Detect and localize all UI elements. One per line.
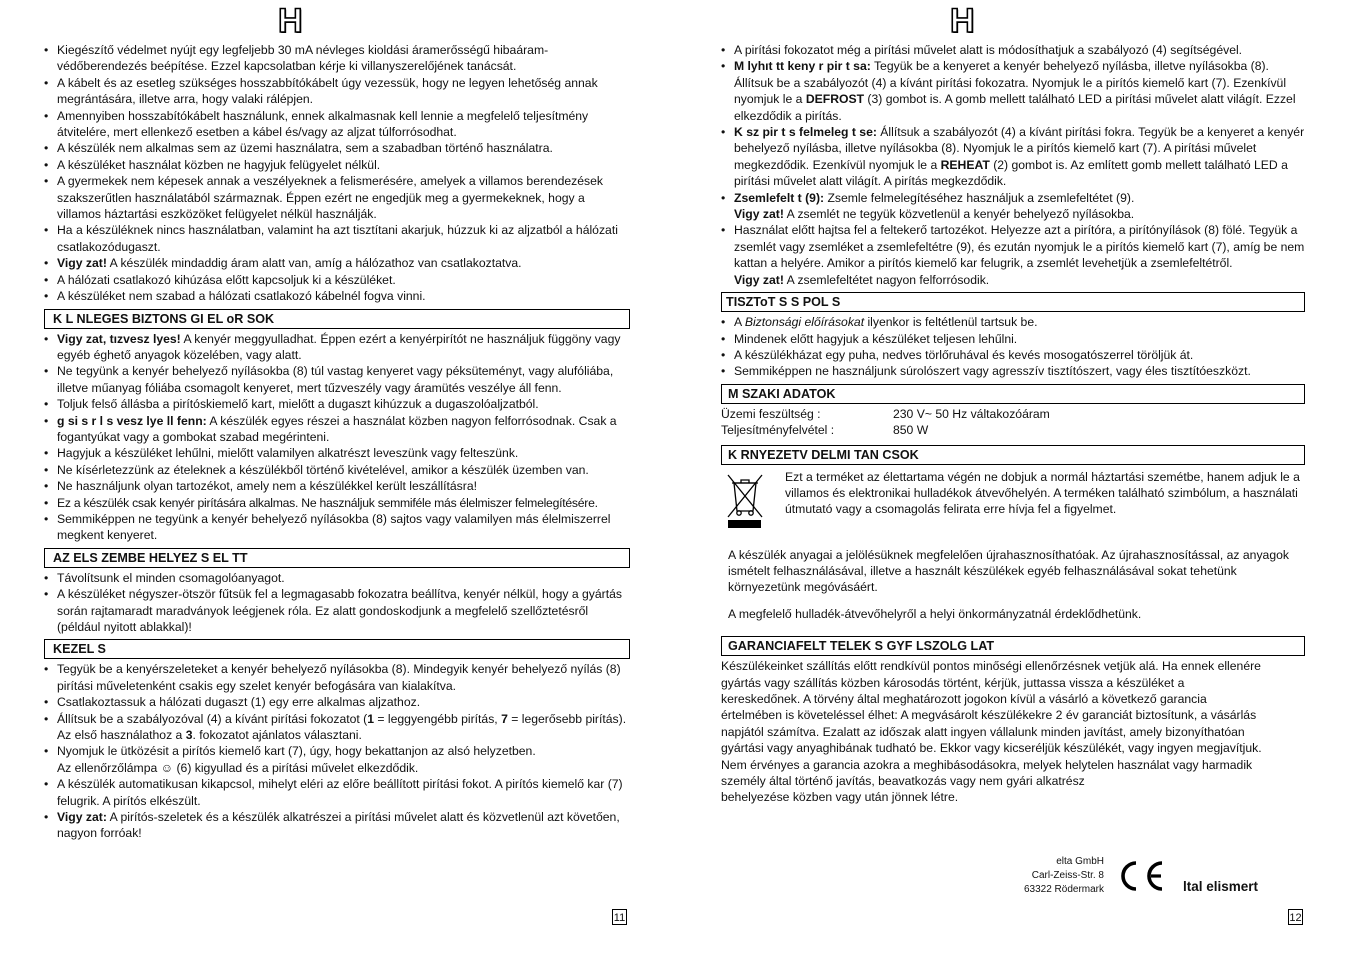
warning-text: A pirítós-szeletek és a készülék alkatrészei a pirítási művelet alatt és közvetlenül azt követően, nagyon forróak! xyxy=(57,810,620,841)
safety-rules-ref: Biztonsági előírásokat xyxy=(744,315,865,330)
list-item: • Ne használjunk olyan tartozékot, amely nem a készülékkel került leszállításra! xyxy=(44,478,630,494)
list-item: • Ha a készüléknek nincs használatban, valamint ha azt tisztítani akarjuk, húzzuk ki az aljzatból a hálózati csatlakozódugaszt. xyxy=(44,222,630,255)
warning-line xyxy=(721,272,1305,288)
warning-label: Vigy zat: xyxy=(57,810,107,825)
environment-text: Ezt a terméket az élettartama végén ne dobjuk a normál háztartási szemétbe, hanem adjuk le a villamos és elektronikai hulladékok átvevőhelyén. A terméken található szimbólum, a használati útmutató vagy a csomagolás felirata erre hívja fel a figyelmet. xyxy=(785,469,1300,517)
recycling-text: A készülék anyagai a jelölésüknek megfelelően újrahasznosíthatóak. Az újrahasznosítással, az anyagok ismételt felhasználásával, illetve a használt készülékek egyéb felhasználásával sokat tehetünk környezetünk megóvásáért. xyxy=(728,547,1289,595)
warranty-line: napjától számítva. Ezalatt az időszak alatt ingyen vállalunk minden javítást, amely bizonyíthatóan xyxy=(721,724,1245,739)
level-max: 7 xyxy=(501,711,508,726)
burn-warning-label: g si s r l s vesz lye ll fenn: xyxy=(57,413,207,428)
company-city: 63322 Rödermark xyxy=(1023,884,1104,895)
warranty-line: gyártás vagy szállítás közben károsodás történt, kérjük, juttassa vissza a készüléket a xyxy=(721,675,1185,690)
text: (3) gombot is. A gomb mellett található LED a pirítási művelet alatt világít. Ezzel elkezdődik a pirítás. xyxy=(734,92,1296,123)
approval-text: ltal elismert xyxy=(1183,879,1259,894)
list-item: • Hagyjuk a készüléket lehűlni, mielőtt valamilyen alkatrészt leveszünk vagy felteszünk. xyxy=(44,445,630,461)
list-item: • Ez a készülék csak kenyér pirítására alkalmas. Ne használjuk semmiféle más élelmiszer felmelegítésére. xyxy=(44,495,630,511)
list-item xyxy=(44,743,630,776)
text: (2) gombot is. Az említett gomb mellett található LED a pirítási művelet alatt világít. A pirítás megkezdődik. xyxy=(734,157,1288,189)
text: = legerősebb pirítás). Az első használathoz a xyxy=(57,711,627,743)
page-letter-right: H xyxy=(950,2,975,40)
list-item-defrost xyxy=(721,58,1305,124)
list-item xyxy=(44,331,630,364)
list-item: • A készüléket használat közben ne hagyjuk felügyelet nélkül. xyxy=(44,157,630,173)
warranty-line: behelyezése közben vagy után jönnek létre. xyxy=(721,790,959,805)
first-use-list xyxy=(44,570,630,636)
defrost-label: M lyhıt tt keny r pir t sa: xyxy=(734,59,871,74)
list-item: • Csatlakoztassuk a hálózati dugaszt (1) egy erre alkalmas aljzathoz. xyxy=(44,694,630,710)
list-item: • Tegyük be a kenyérszeleteket a kenyér behelyező nyílásokba (8). Mindegyik kenyér behelyező nyílás (8) pirítási műveletenként csakis egy szelet kenyér befogására van kialakítva. xyxy=(44,661,630,694)
spec-row-power xyxy=(721,422,1305,438)
cleaning-list xyxy=(721,314,1305,380)
intro-list xyxy=(44,42,630,305)
spec-value: 850 W xyxy=(893,423,929,438)
list-item: • A készüléket nem szabad a hálózati csatlakozó kábelnél fogva vinni. xyxy=(44,288,630,304)
section-title-first-use: AZ ELS ZEMBE HELYEZ S EL TT xyxy=(44,548,630,568)
list-item xyxy=(44,413,630,446)
page-letter-left: H xyxy=(278,2,303,40)
reheat-label: K sz pir t s felmeleg t se: xyxy=(734,125,877,140)
level-min: 1 xyxy=(367,711,375,726)
warranty-line: Készülékeinket szállítás előtt rendkívül pontos minőségi ellenőrzésnek vetjük alá. Ha ennek ellenére xyxy=(721,659,1261,674)
fire-warning-label: Vigy zat, tızvesz lyes! xyxy=(57,331,181,346)
list-item: • A gyermekek nem képesek annak a veszélyeknek a felismerésére, amelyek a villamos berendezések szakszerűtlen használatából származnak. Éppen ezért ne engedjük meg a gyermekeknek, hogy a villamos háztartási eszközöket felügyelet nélkül használják. xyxy=(44,173,630,222)
safety-list xyxy=(44,331,630,544)
company-street: Carl-Zeiss-Str. 8 xyxy=(1031,870,1104,881)
warranty-line: Nem érvényes a garancia azokra a meghibásodásokra, melyek helytelen használat vagy harmadik xyxy=(721,757,1253,772)
list-item-bun-warmer xyxy=(721,190,1305,206)
list-item-warning xyxy=(44,809,630,842)
list-item: • Mindenek előtt hagyjuk a készüléket teljesen lehűlni. xyxy=(721,331,1305,347)
page-number-left: 11 xyxy=(612,909,627,925)
list-item: • Ne tegyünk a kenyér behelyező nyílásokba (8) túl vastag kenyeret vagy péksüteményt, vagy alufóliába, illetve műanyag fóliába csomagolt kenyeret, mert tűzveszély vagy áramütés veszélye áll fenn. xyxy=(44,363,630,396)
right-page xyxy=(721,42,1305,806)
list-item: • Semmiképpen ne tegyünk a kenyér behelyező nyílásokba (8) sajtos vagy valamilyen más élelmiszerrel megkent kenyeret. xyxy=(44,511,630,544)
level-recommended: 3 xyxy=(185,728,193,743)
bun-warmer-label: Zsemlefelt t (9): xyxy=(734,190,825,205)
spec-value: 230 V~ 50 Hz váltakozóáram xyxy=(893,406,1050,421)
section-title-safety: K L NLEGES BIZTONS GI EL oR SOK xyxy=(44,309,630,329)
section-title-environment: K RNYEZETV DELMI TAN CSOK xyxy=(721,445,1305,465)
text: . fokozatot ajánlatos választani. xyxy=(192,728,362,743)
list-item: • Amennyiben hosszabítókábelt használunk, ennek alkalmasnak kell lennie a megfelelő teljesítmény átvitelére, mert ellenkező esetben a kábel és/vagy az aljzat túlforrósodhat. xyxy=(44,108,630,141)
text: Zsemle felmelegítéséhez használjuk a zsemlefeltétet (9). xyxy=(824,190,1135,205)
warning-label: Vigy zat! xyxy=(734,207,784,222)
disposal-info-text: A megfelelő hulladék-átvevőhelyről a helyi önkormányzatnál érdeklődhetünk. xyxy=(728,606,1142,621)
section-title-specs: M SZAKI ADATOK xyxy=(721,384,1305,404)
list-item: • Távolítsunk el minden csomagolóanyagot. xyxy=(44,570,630,586)
defrost-key: DEFROST xyxy=(805,92,865,107)
section-title-operation: KEZEL S xyxy=(44,639,630,659)
environment-block xyxy=(721,469,1305,535)
list-item: • A pirítási fokozatot még a pirítási művelet alatt is módosíthatjuk a szabályozó (4) segítségével. xyxy=(721,42,1305,58)
list-item: • Toljuk felső állásba a pirítóskiemelő kart, mielőtt a dugaszt kihúzzuk a dugaszolóaljzatból. xyxy=(44,396,630,412)
warranty-text xyxy=(721,658,1305,806)
list-item: • A kábelt és az esetleg szükséges hosszabbítókábelt úgy vezessük, hogy ne legyen lehetőség annak megrántására, illetve arra, hogy valaki rálépjen. xyxy=(44,75,630,108)
section-title-warranty: GARANCIAFELT TELEK S GYF LSZOLG LAT xyxy=(721,636,1305,656)
operation-list xyxy=(44,661,630,841)
fire-warning-text: A kenyér meggyulladhat. Éppen ezért a kenyérpirítót ne használjuk függöny vagy egyéb éghető anyagok közelében, vagy alatt. xyxy=(57,331,621,362)
company-name: elta GmbH xyxy=(1056,856,1104,867)
ce-mark-icon xyxy=(1116,858,1166,894)
text: = leggyengébb pirítás, xyxy=(374,711,502,726)
reheat-key: REHEAT xyxy=(940,157,990,172)
section-title-cleaning: TISZToT S S POL S xyxy=(721,292,1305,312)
text: Nyomjuk le ütközésit a pirítós kiemelő kart (7), úgy, hogy bekattanjon az alsó helyzetben. xyxy=(57,744,536,759)
weee-bin-icon xyxy=(725,471,765,529)
warning-text: A készülék mindaddig áram alatt van, amíg a hálózathoz van csatlakoztatva. xyxy=(106,256,522,271)
list-item: • Kiegészítő védelmet nyújt egy legfeljebb 30 mA névleges kioldási áramerősségű hibaáram-védőberendezés beépítése. Ezzel kapcsolatban kérje ki villanyszerelőjének tanácsát. xyxy=(44,42,630,75)
list-item-reheat xyxy=(721,124,1305,190)
list-item: • A készülék automatikusan kikapcsol, mihelyt eléri az előre beállított pirítási fokot. A pirítós kiemelő kar (7) felugrik. A pirítós elkészült. xyxy=(44,776,630,809)
list-item xyxy=(44,711,630,744)
text: Tegyük be a kenyeret a kenyér behelyező nyílásba, illetve nyílásokba (8). Állítsuk be a szabályozót (4) a kívánt pirítási fokozatra. Nyomjuk le a pirítós kiemelő kart (7). Ezenkívül nyomjuk le a xyxy=(734,59,1287,107)
list-item: • Semmiképpen ne használjunk súrolószert vagy agresszív tisztítószert, vagy éles tisztítóeszközt. xyxy=(721,363,1305,379)
burn-warning-text: A készülék egyes részei a használat közben nagyon felforrósodnak. Csak a fogantyúkat vagy a gombokat szabad megérinteni. xyxy=(57,413,617,444)
warranty-line: gyártási vagy anyaghibának tudható be. Ekkor vagy kicseréljük készülékét, vagy ingyen megjavítjuk. xyxy=(721,741,1262,756)
company-address xyxy=(1018,855,1104,897)
left-page xyxy=(44,42,630,842)
text: Állítsuk be a szabályozóval (4) a kívánt pirítási fokozatot ( xyxy=(57,711,368,726)
spec-row-voltage xyxy=(721,406,1305,422)
specs-table xyxy=(721,406,1305,439)
warning-text: A zsemlét ne tegyük közvetlenül a kenyér behelyező nyílásokba. xyxy=(783,207,1135,222)
page-number-right: 12 xyxy=(1288,909,1303,925)
warning-label: Vigy zat! xyxy=(734,272,784,287)
warranty-line: személy által történő javítás, beavatkozás vagy nem gyári alkatrész xyxy=(721,774,1085,788)
list-item: • A készüléket négyszer-ötször fűtsük fel a legmagasabb fokozatra beállítva, kenyér nélkül, hogy a gyártás során rajtamaradt maradványok leégjenek róla. Ez alatt gondoskodjunk a megfelelő szellőztetésről (például nyitott ablakkal)! xyxy=(44,586,630,635)
operation-list-cont xyxy=(721,42,1305,288)
text: A xyxy=(734,315,745,330)
warranty-line: kereskedőnek. A törvény által meghatározott jogokon kívül a vásárló a következő garancia xyxy=(721,691,1207,706)
warning-label: Vigy zat! xyxy=(57,256,107,271)
list-item: • A hálózati csatlakozó kihúzása előtt kapcsoljuk ki a készüléket. xyxy=(44,272,630,288)
list-item: • A készülék nem alkalmas sem az üzemi használatra, sem a szabadban történő használatra. xyxy=(44,140,630,156)
spec-label: Üzemi feszültség : xyxy=(721,406,821,421)
list-item: • A készülékházat egy puha, nedves törlőruhával és kevés mosogatószerrel töröljük át. xyxy=(721,347,1305,363)
text: Az ellenőrzőlámpa ☺ (6) kigyullad és a pirítási művelet elkezdődik. xyxy=(57,760,419,775)
warning-text: A zsemlefeltétet nagyon felforrósodik. xyxy=(783,272,990,287)
warning-line xyxy=(721,206,1305,222)
list-item-warning xyxy=(44,255,630,271)
list-item xyxy=(721,314,1305,330)
list-item: • Használat előtt hajtsa fel a feltekerő tartozékot. Helyezze azt a pirítóra, a pirítónyílások (8) fölé. Tegyük a zsemlét vagy zsemléket a zsemlefeltétre (9), és ezután nyomjuk le a pirítós kiemelő kart (7), amíg be nem kattan a helyére. Amikor a pirítós kiemelő kar felugrik, a zsemlét levehetjük a zsemlefeltétről. xyxy=(721,222,1305,271)
text: ilyenkor is feltétlenül tartsuk be. xyxy=(864,315,1038,330)
warranty-line: értelmében is követeléssel élhet: A megvásárolt készülékekre 2 év garanciát biztosítunk, a vásárlás xyxy=(721,708,1257,723)
spec-label: Teljesítményfelvétel : xyxy=(721,423,835,438)
text: Állítsuk a szabályozót (4) a kívánt pirítási fokra. Tegyük be a kenyeret a kenyér behelyező nyílásba, illetve nyílásokba (8). Nyomjuk le a pirítós kiemelő kart (7). A pirítási művelet megkezdődik. Ezenkívül nyomjuk le a xyxy=(734,125,1305,172)
list-item: • Ne kísérletezzünk az ételeknek a készülékből történő kivételével, amikor a készülék üzemben van. xyxy=(44,462,630,478)
